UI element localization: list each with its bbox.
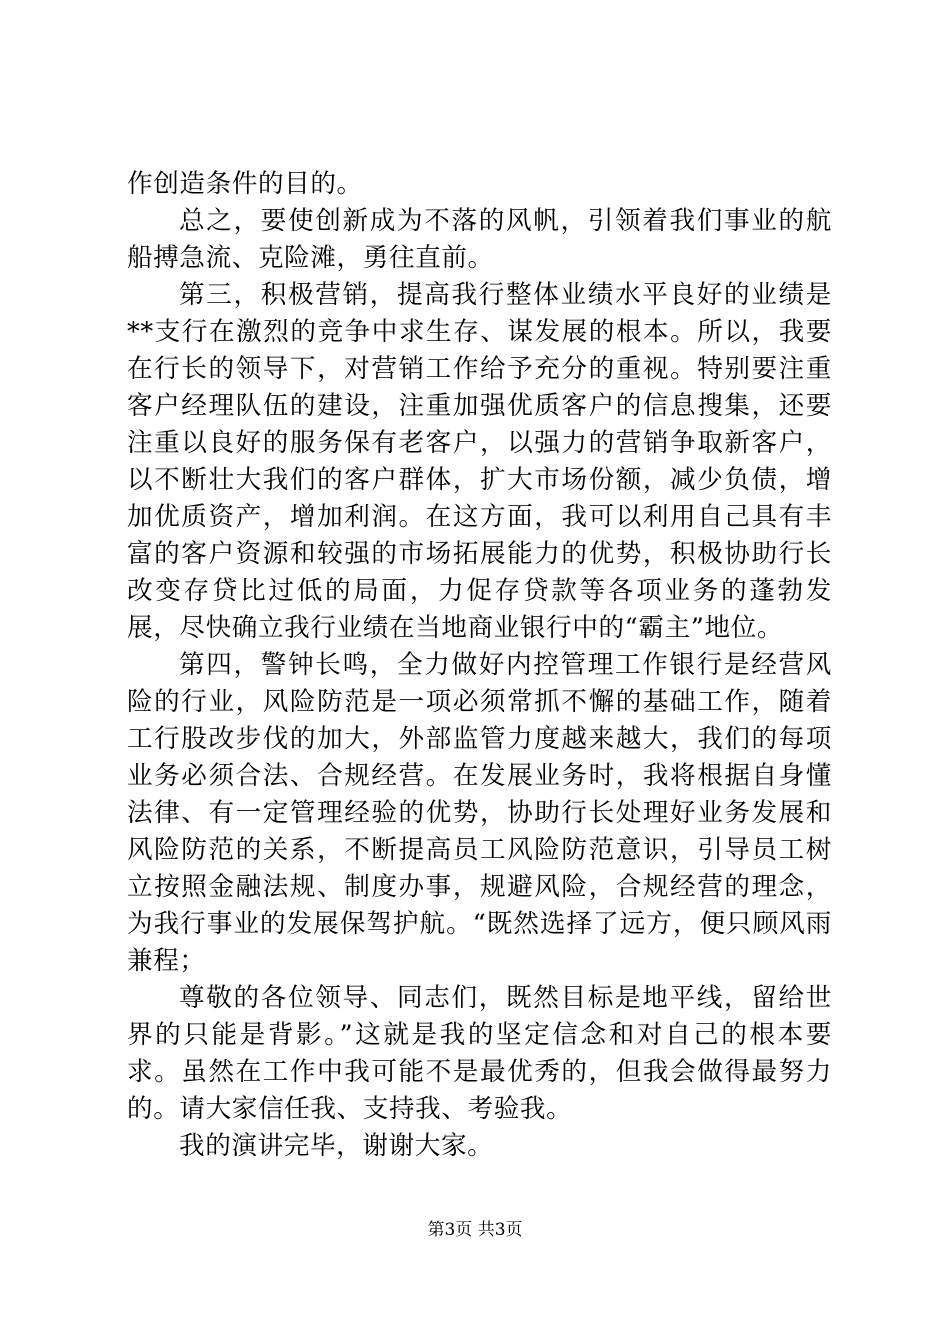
paragraph-continuation: 作创造条件的目的。 — [127, 169, 363, 199]
paragraph-summary: 总之，要使创新成为不落的风帆，引领着我们事业的航船搏急流、克险滩，勇往直前。 — [127, 206, 832, 273]
paragraph-third-point: 第三，积极营销，提高我行整体业绩水平良好的业绩是**支行在激烈的竞争中求生存、谋发展的根本。所以，我要在行长的领导下，对营销工作给予充分的重视。特别要注重客户经理队伍的建设，注重加强优质客户的信息搜集，还要注重以良好的服务保有老客户，以强力的营销争取新客户，以不断壮大我们的客户群体，扩大市场份额，减少负债，增加优质资产，增加利润。在这方面，我可以利用自己具有丰富的客户资源和较强的市场拓展能力的优势，积极协助行长改变存贷比过低的局面，力促存贷款等各项业务的蓬勃发展，尽快确立我行业绩在当地商业银行中的“霸主”地位。 — [127, 280, 832, 643]
paragraph-fourth-point: 第四，警钟长鸣，全力做好内控管理工作银行是经营风险的行业，风险防范是一项必须常抓不懈的基础工作，随着工行股改步伐的加大，外部监管力度越来越大，我们的每项业务必须合法、合规经营。在发展业务时，我将根据自身懂法律、有一定管理经验的优势，协助行长处理好业务发展和风险防范的关系，不断提高员工风险防范意识，引导员工树立按照金融法规、制度办事，规避风险，合规经营的理念，为我行事业的发展保驾护航。“既然选择了远方，便只顾风雨兼程； — [127, 650, 832, 976]
paragraph-thanks: 我的演讲完毕，谢谢大家。 — [179, 1131, 494, 1161]
page-number-footer: 第3页 共3页 — [427, 1220, 523, 1240]
document-body — [127, 166, 832, 1165]
paragraph-closing-belief: 尊敬的各位领导、同志们，既然目标是地平线，留给世界的只能是背影。”这就是我的坚定信念和对自己的根本要求。虽然在工作中我可能不是最优秀的，但我会做得最努力的。请大家信任我、支持我、考验我。 — [127, 983, 832, 1124]
